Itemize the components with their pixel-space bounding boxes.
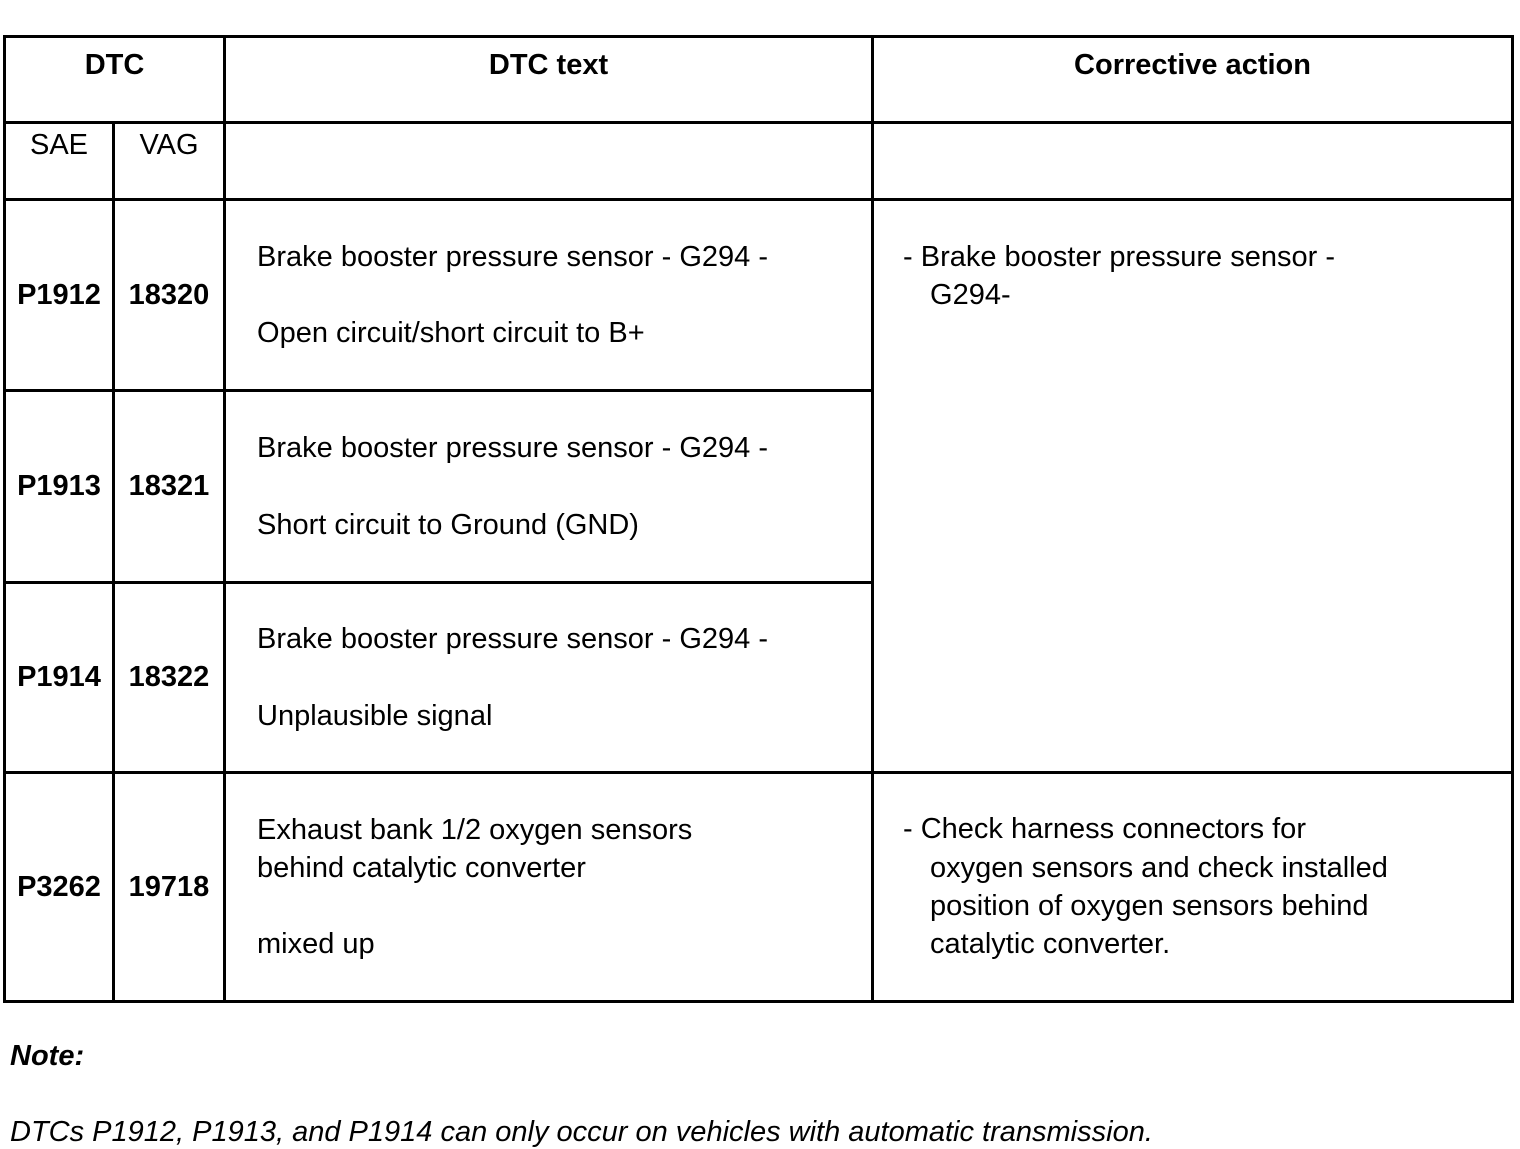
table-header-row [5,37,1513,123]
action-line: - Check harness connectors for [903,813,1306,846]
action-line: G294- [930,279,1011,312]
corrective-action-cell [873,773,1513,1002]
dtc-text-line: mixed up [257,928,375,961]
vag-code: 18320 [114,200,225,391]
action-line: position of oxygen sensors behind [930,890,1369,922]
dtc-text-line: Short circuit to Ground (GND) [257,508,639,541]
dtc-text-line: Brake booster pressure sensor - G294 - [257,432,768,465]
dtc-text-line: Unplausible signal [257,699,493,732]
dtc-text-line: Open circuit/short circuit to B+ [257,317,645,349]
header-dtc: DTC [5,37,225,123]
note-title: Note: [10,1040,85,1072]
vag-code: 18322 [114,583,225,773]
subheader-vag: VAG [114,123,225,200]
action-line: catalytic converter. [930,928,1171,961]
dtc-text-cell [225,200,873,391]
sae-code: P1914 [5,583,114,773]
subheader-empty-text [225,123,873,200]
sae-code: P1912 [5,200,114,391]
dtc-text-cell [225,773,873,1002]
table-subheader-row [5,123,1513,200]
vag-code: 18321 [114,391,225,583]
dtc-table [3,35,1514,1003]
header-corrective-action: Corrective action [873,37,1513,123]
dtc-text-line: Brake booster pressure sensor - G294 - [257,240,768,273]
table-row [5,200,1513,391]
dtc-text-cell [225,583,873,773]
dtc-text-line: behind catalytic converter [257,851,586,884]
subheader-sae: SAE [5,123,114,200]
dtc-text-line: Brake booster pressure sensor - G294 - [257,623,768,656]
table-row [5,773,1513,1002]
dtc-text-line: Exhaust bank 1/2 oxygen sensors [257,813,693,846]
action-line: oxygen sensors and check installed [930,851,1388,884]
action-line: - Brake booster pressure sensor - [903,241,1335,273]
sae-code: P1913 [5,391,114,583]
note-text: DTCs P1912, P1913, and P1914 can only occur on vehicles with automatic transmission. [10,1116,1153,1148]
sae-code: P3262 [5,773,114,1002]
corrective-action-cell [873,200,1513,773]
header-dtc-text: DTC text [225,37,873,123]
subheader-empty-action [873,123,1513,200]
dtc-text-cell [225,391,873,583]
vag-code: 19718 [114,773,225,1002]
